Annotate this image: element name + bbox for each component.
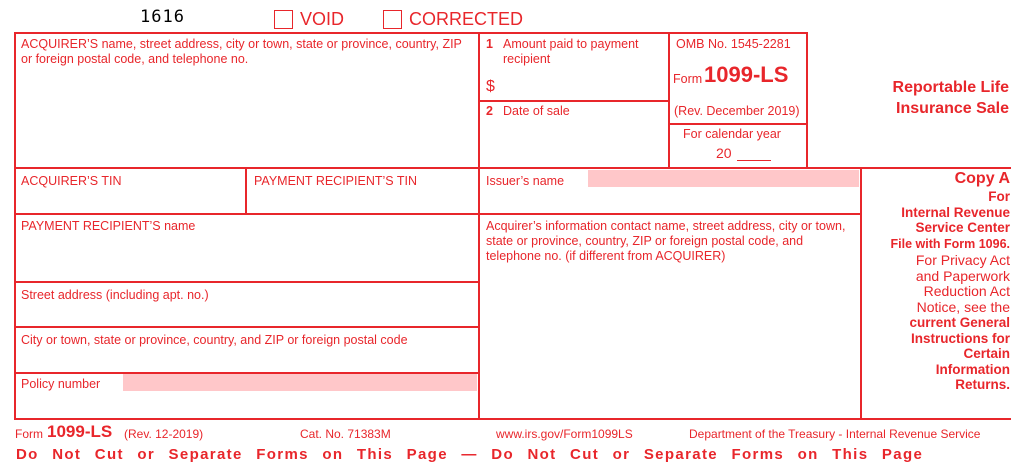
void-label: VOID: [300, 9, 345, 29]
omb-form-name: 1099-LS: [704, 62, 789, 87]
calendar-year: 20: [716, 145, 732, 161]
recipient-tin-label: PAYMENT RECIPIENT’S TIN: [254, 174, 417, 188]
box1-number: 1: [486, 37, 493, 51]
footer-dept: Department of the Treasury - Internal Revenue Service: [689, 427, 981, 441]
city-field[interactable]: [16, 350, 476, 371]
vertical-rule-1: [478, 32, 480, 419]
footer-url: www.irs.gov/Form1099LS: [496, 427, 633, 441]
corrected-label: CORRECTED: [409, 9, 524, 29]
void-checkbox[interactable]: [274, 10, 293, 29]
vertical-rule-3: [806, 32, 808, 168]
calendar-label: For calendar year: [683, 127, 781, 141]
box1-bottom-rule: [478, 100, 670, 102]
copy-instr-line4: Information: [935, 361, 1010, 377]
copy-instr-line2: Instructions for: [910, 330, 1010, 346]
form-title-line2: Insurance Sale: [896, 100, 1009, 117]
omb-rev: (Rev. December 2019): [674, 104, 800, 118]
form-title-line1: Reportable Life: [892, 79, 1009, 96]
issuer-name-field[interactable]: [588, 170, 859, 187]
box2-date-field[interactable]: [482, 122, 666, 164]
copy-irs-line2: Service Center: [915, 220, 1010, 235]
tin-divider: [245, 167, 247, 214]
copy-file: File with Form 1096.: [890, 237, 1010, 251]
calendar-year-field[interactable]: [737, 146, 771, 161]
footer-form-word: Form: [15, 427, 43, 441]
recipient-name-field[interactable]: [16, 236, 476, 280]
box2-label: Date of sale: [503, 104, 570, 118]
copy-irs-line1: Internal Revenue: [901, 205, 1010, 220]
acquirer-tin-label: ACQUIRER’S TIN: [21, 174, 122, 188]
box1-amount-field[interactable]: [500, 72, 666, 98]
footer-warning: Do Not Cut or Separate Forms on This Page — Do Not Cut or Separate Forms on This Page: [16, 446, 924, 463]
copy-privacy-line2: and Paperwork: [915, 267, 1010, 284]
box2-number: 2: [486, 104, 493, 118]
copy-instr-line3: Certain: [963, 346, 1010, 361]
top-rule: [14, 32, 808, 34]
rev-bottom-rule: [668, 123, 807, 125]
contact-label: Acquirer’s information contact name, street address, city or town, state or province, country, ZIP or foreign postal code, and telephone no. (if different from ACQUIRER): [486, 219, 846, 263]
footer-cat: Cat. No. 71383M: [300, 427, 391, 441]
copy-instr-line5: Returns.: [955, 377, 1010, 392]
footer-form-name: 1099-LS: [47, 422, 113, 441]
recipient-name-label: PAYMENT RECIPIENT’S name: [21, 219, 196, 233]
copy-privacy-line4: Notice, see the: [916, 298, 1010, 315]
corrected-checkbox[interactable]: [383, 10, 402, 29]
form-id: 1616: [140, 7, 185, 27]
city-label: City or town, state or province, country, and ZIP or foreign postal code: [21, 333, 408, 347]
recipient-tin-field[interactable]: [248, 190, 476, 212]
recipient-bottom-rule: [14, 281, 479, 283]
issuer-label: Issuer’s name: [486, 174, 565, 188]
box1-label: Amount paid to payment recipient: [503, 37, 639, 66]
footer-rev: (Rev. 12-2019): [124, 427, 204, 441]
policy-label: Policy number: [21, 377, 101, 391]
copy-privacy-line3: Reduction Act: [923, 283, 1010, 299]
issuer-bottom-rule: [478, 213, 861, 215]
street-label: Street address (including apt. no.): [21, 288, 209, 302]
omb-form-word: Form: [673, 72, 703, 86]
copy-for: For: [988, 189, 1010, 204]
policy-number-field[interactable]: [123, 374, 477, 391]
tin-bottom-rule: [14, 213, 479, 215]
acquirer-field[interactable]: [16, 70, 476, 165]
copy-instr-line1: current General: [909, 315, 1010, 330]
copy-privacy-line1: For Privacy Act: [915, 252, 1010, 268]
acquirer-label: ACQUIRER’S name, street address, city or town, state or province, country, ZIP or foreign postal code, and telephone no.: [21, 37, 462, 66]
copy-a-panel: [860, 170, 1010, 393]
omb-number: OMB No. 1545-2281: [676, 37, 791, 51]
contact-field[interactable]: [482, 268, 858, 416]
copy-title: Copy A: [954, 170, 1010, 187]
acquirer-tin-field[interactable]: [16, 190, 244, 212]
box1-currency: $: [486, 78, 495, 95]
street-bottom-rule: [14, 326, 479, 328]
street-field[interactable]: [16, 304, 476, 325]
